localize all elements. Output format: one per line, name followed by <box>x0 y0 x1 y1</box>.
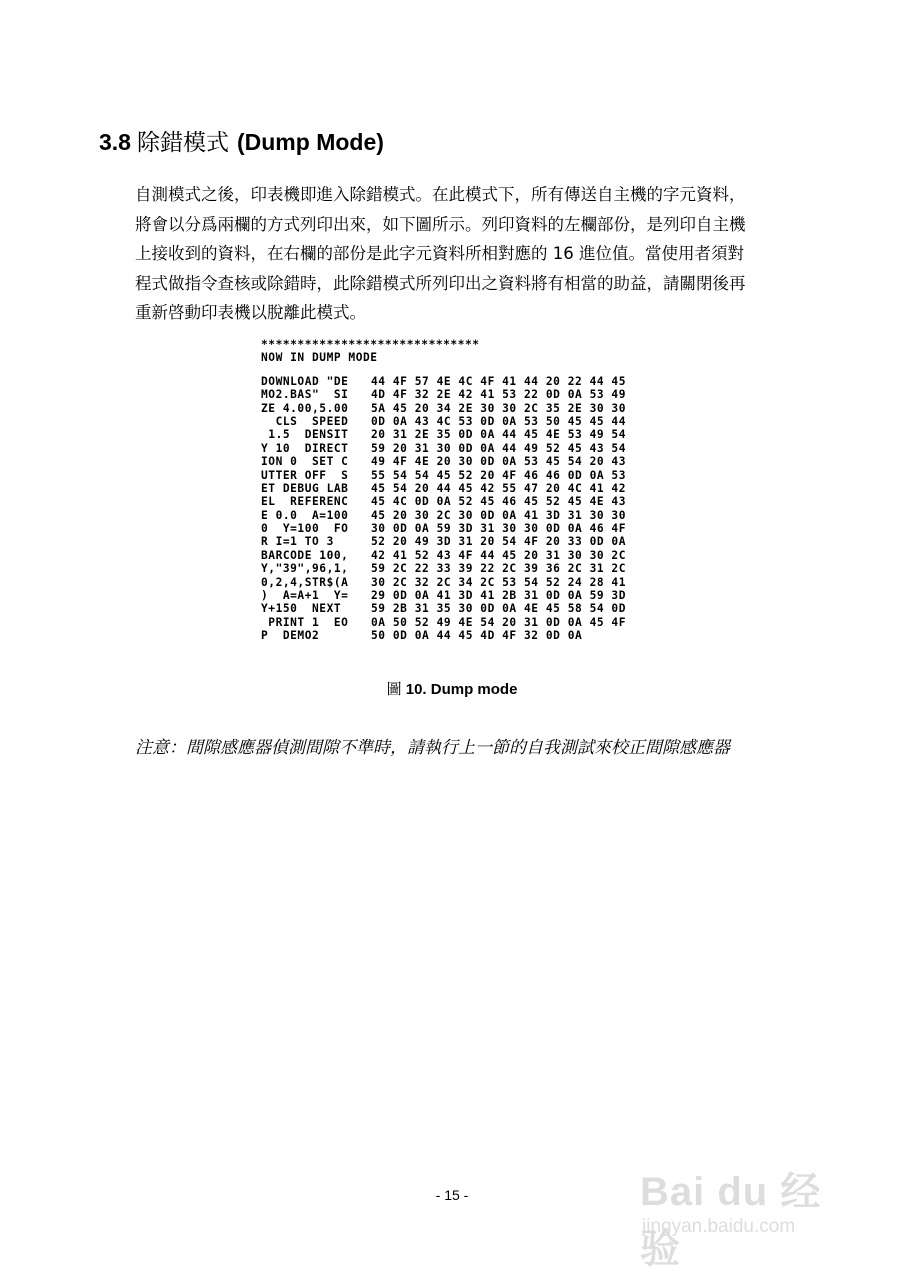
dump-row <box>261 562 626 575</box>
dump-row <box>261 495 626 508</box>
dump-row <box>261 535 626 548</box>
dump-row <box>261 482 626 495</box>
dump-row <box>261 549 626 562</box>
dump-row <box>261 375 626 388</box>
caption-text: 10. Dump mode <box>405 681 518 698</box>
dump-ascii: ) A=A+1 Y= <box>261 589 349 603</box>
dump-ascii: UTTER OFF S <box>261 468 349 482</box>
dump-row <box>261 455 626 468</box>
dump-hex: 42 41 52 43 4F 44 45 20 31 30 30 2C <box>371 548 626 562</box>
dump-hex: 45 54 20 44 45 42 55 47 20 4C 41 42 <box>371 481 626 495</box>
dump-header: NOW IN DUMP MODE <box>261 351 378 365</box>
dump-ascii: ET DEBUG LAB <box>261 481 349 495</box>
dump-ascii: Y 10 DIRECT <box>261 441 349 455</box>
dump-hex: 59 20 31 30 0D 0A 44 49 52 45 43 54 <box>371 441 626 455</box>
dump-row <box>261 442 626 455</box>
watermark-url: jingyan.baidu.com <box>642 1216 796 1237</box>
paragraph-line: 上接收到的資料，在右欄的部份是此字元資料所相對應的 16 進位值。當使用者須對 <box>135 244 744 263</box>
paragraph-line: 重新啓動印表機以脫離此模式。 <box>135 303 366 322</box>
dump-ascii: P DEMO2 <box>261 629 349 643</box>
dump-hex: 52 20 49 3D 31 20 54 4F 20 33 0D 0A <box>371 535 626 549</box>
dump-mode-printout <box>261 338 626 643</box>
dump-hex: 30 0D 0A 59 3D 31 30 30 0D 0A 46 4F <box>371 522 626 536</box>
dump-row <box>261 388 626 401</box>
dump-hex: 45 4C 0D 0A 52 45 46 45 52 45 4E 43 <box>371 495 626 509</box>
section-title-cjk: 除錯模式 <box>136 130 229 156</box>
dump-row <box>261 469 626 482</box>
dump-ascii: R I=1 TO 3 <box>261 535 349 549</box>
dump-ascii: Y+150 NEXT <box>261 602 349 616</box>
dump-ascii: ION 0 SET C <box>261 455 349 469</box>
dump-hex: 4D 4F 32 2E 42 41 53 22 0D 0A 53 49 <box>371 388 626 402</box>
watermark <box>640 1150 860 1271</box>
dump-hex: 5A 45 20 34 2E 30 30 2C 35 2E 30 30 <box>371 401 626 415</box>
body-paragraph <box>135 180 815 328</box>
dump-ascii: EL REFERENC <box>261 495 349 509</box>
dump-row <box>261 629 626 642</box>
dump-hex: 55 54 54 45 52 20 4F 46 46 0D 0A 53 <box>371 468 626 482</box>
dump-hex: 44 4F 57 4E 4C 4F 41 44 20 22 44 45 <box>371 374 626 388</box>
dump-row <box>261 576 626 589</box>
dump-ascii: BARCODE 100, <box>261 548 349 562</box>
dump-hex: 20 31 2E 35 0D 0A 44 45 4E 53 49 54 <box>371 428 626 442</box>
dump-row <box>261 415 626 428</box>
dump-row <box>261 402 626 415</box>
dump-ascii: MO2.BAS" SI <box>261 388 349 402</box>
dump-row <box>261 509 626 522</box>
section-heading <box>99 124 384 157</box>
dump-ascii: E 0.0 A=100 <box>261 508 349 522</box>
dump-hex: 49 4F 4E 20 30 0D 0A 53 45 54 20 43 <box>371 455 626 469</box>
dump-hex: 45 20 30 2C 30 0D 0A 41 3D 31 30 30 <box>371 508 626 522</box>
note-text: 注意：間隙感應器偵測間隙不準時，請執行上一節的自我測試來校正間隙感應器 <box>135 738 730 758</box>
section-number: 3.8 <box>99 129 131 155</box>
dump-hex: 29 0D 0A 41 3D 41 2B 31 0D 0A 59 3D <box>371 589 626 603</box>
dump-ascii: 0 Y=100 FO <box>261 522 349 536</box>
dump-ascii: 1.5 DENSIT <box>261 428 349 442</box>
dump-row <box>261 428 626 441</box>
dump-ascii: DOWNLOAD "DE <box>261 374 349 388</box>
dump-stars: ****************************** <box>261 338 480 351</box>
dump-row <box>261 589 626 602</box>
dump-hex: 59 2C 22 33 39 22 2C 39 36 2C 31 2C <box>371 562 626 576</box>
dump-hex: 59 2B 31 35 30 0D 0A 4E 45 58 54 0D <box>371 602 626 616</box>
dump-row <box>261 522 626 535</box>
watermark-logo: Bai du 经验 <box>640 1170 822 1271</box>
paragraph-line: 程式做指令查核或除錯時，此除錯模式所列印出之資料將有相當的助益，請關閉後再 <box>135 273 746 293</box>
dump-row <box>261 602 626 615</box>
page-number: - 15 - <box>435 1187 469 1203</box>
dump-hex: 0A 50 52 49 4E 54 20 31 0D 0A 45 4F <box>371 615 626 629</box>
dump-ascii: 0,2,4,STR$(A <box>261 575 349 589</box>
dump-hex: 30 2C 32 2C 34 2C 53 54 52 24 28 41 <box>371 575 626 589</box>
dump-hex: 50 0D 0A 44 45 4D 4F 32 0D 0A <box>371 629 583 643</box>
dump-ascii: ZE 4.00,5.00 <box>261 401 349 415</box>
dump-hex: 0D 0A 43 4C 53 0D 0A 53 50 45 45 44 <box>371 414 626 428</box>
dump-row <box>261 616 626 629</box>
dump-ascii: PRINT 1 EO <box>261 615 349 629</box>
figure-caption <box>0 678 904 699</box>
section-title-en: (Dump Mode) <box>236 129 384 155</box>
paragraph-line: 自測模式之後，印表機即進入除錯模式。在此模式下，所有傳送自主機的字元資料， <box>135 185 746 204</box>
dump-ascii: Y,"39",96,1, <box>261 562 349 576</box>
caption-cjk: 圖 <box>386 680 402 698</box>
paragraph-line: 將會以分爲兩欄的方式列印出來，如下圖所示。列印資料的左欄部份，是列印自主機 <box>135 214 746 234</box>
dump-ascii: CLS SPEED <box>261 414 349 428</box>
